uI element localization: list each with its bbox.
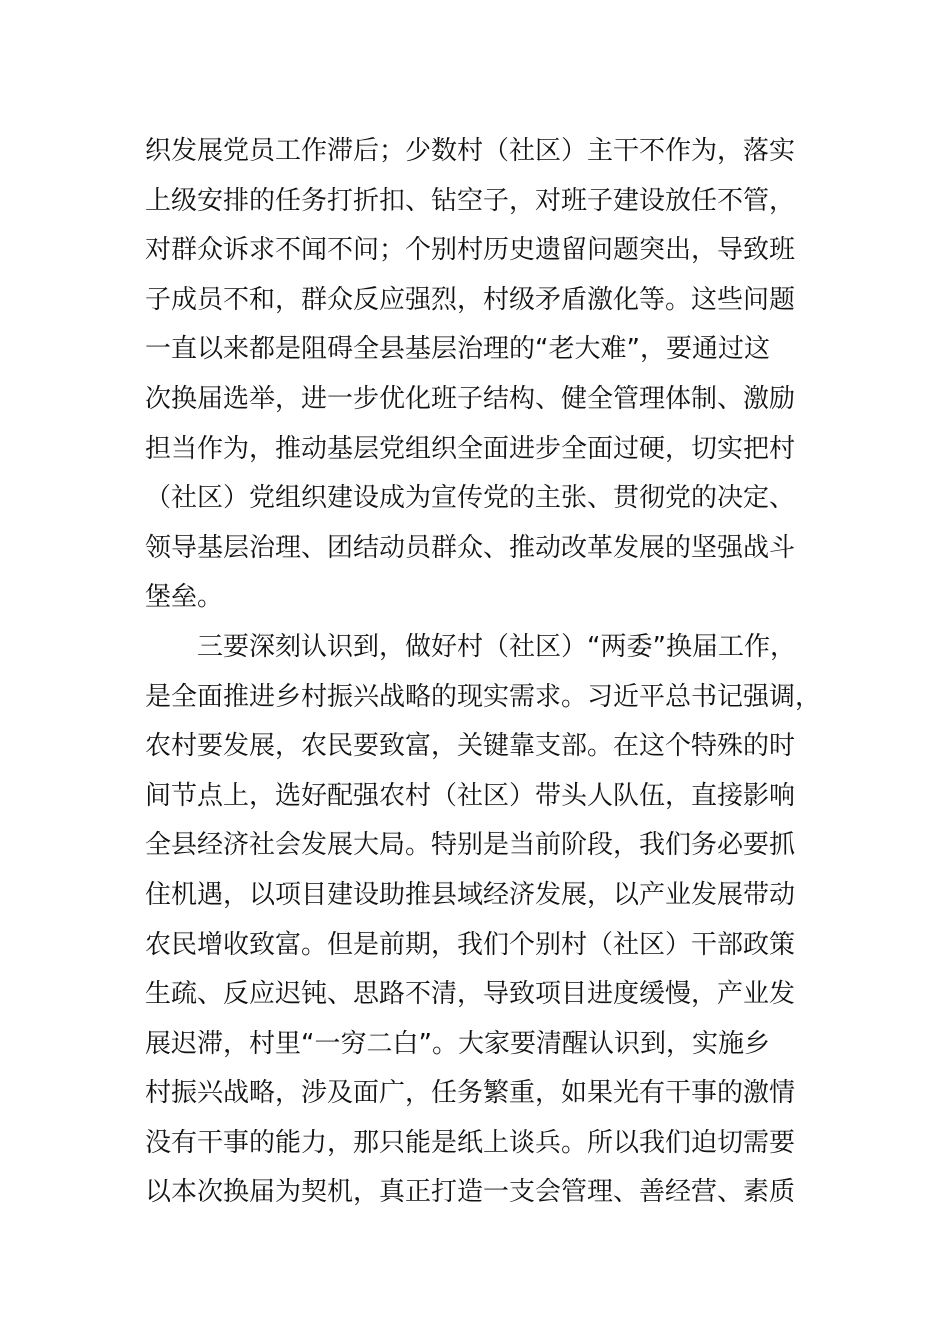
text-line: 住机遇，以项目建设助推县域经济发展，以产业发展带动 (145, 879, 796, 910)
text-line: 村振兴战略，涉及面广，任务繁重，如果光有干事的激情 (145, 1078, 796, 1109)
text-line: 子成员不和，群众反应强烈，村级矛盾激化等。这些问题 (145, 284, 796, 315)
text-line: 领导基层治理、团结动员群众、推动改革发展的坚强战斗 (145, 532, 796, 563)
text-line: 农民增收致富。但是前期，我们个别村（社区）干部政策 (145, 929, 796, 960)
text-line: 对群众诉求不闻不问；个别村历史遗留问题突出，导致班 (145, 235, 796, 266)
text-line: 农村要发展，农民要致富，关键靠支部。在这个特殊的时 (145, 731, 796, 762)
text-line: 没有干事的能力，那只能是纸上谈兵。所以我们迫切需要 (145, 1127, 796, 1158)
text-line: 次换届选举，进一步优化班子结构、健全管理体制、激励 (145, 383, 796, 414)
text-line: 堡垒。 (145, 582, 224, 613)
text-line: 全县经济社会发展大局。特别是当前阶段，我们务必要抓 (145, 830, 796, 861)
text-line: 上级安排的任务打折扣、钻空子，对班子建设放任不管， (145, 185, 796, 216)
paragraph-start-line: 三要深刻认识到，做好村（社区）“两委”换届工作， (197, 631, 796, 662)
text-line: 以本次换届为契机，真正打造一支会管理、善经营、素质 (145, 1177, 796, 1208)
body-text (145, 127, 825, 1218)
text-line: 担当作为，推动基层党组织全面进步全面过硬，切实把村 (145, 433, 796, 464)
text-line: 一直以来都是阻碍全县基层治理的“老大难”，要通过这 (145, 334, 770, 365)
text-line: 是全面推进乡村振兴战略的现实需求。习近平总书记强调， (145, 681, 822, 712)
text-line: 织发展党员工作滞后；少数村（社区）主干不作为，落实 (145, 136, 796, 166)
text-line: 展迟滞，村里“一穷二白”。大家要清醒认识到，实施乡 (145, 1028, 770, 1059)
text-line: （社区）党组织建设成为宣传党的主张、贯彻党的决定、 (145, 483, 796, 514)
text-line: 间节点上，选好配强农村（社区）带头人队伍，直接影响 (145, 780, 796, 811)
text-line: 生疏、反应迟钝、思路不清，导致项目进度缓慢，产业发 (145, 979, 796, 1010)
